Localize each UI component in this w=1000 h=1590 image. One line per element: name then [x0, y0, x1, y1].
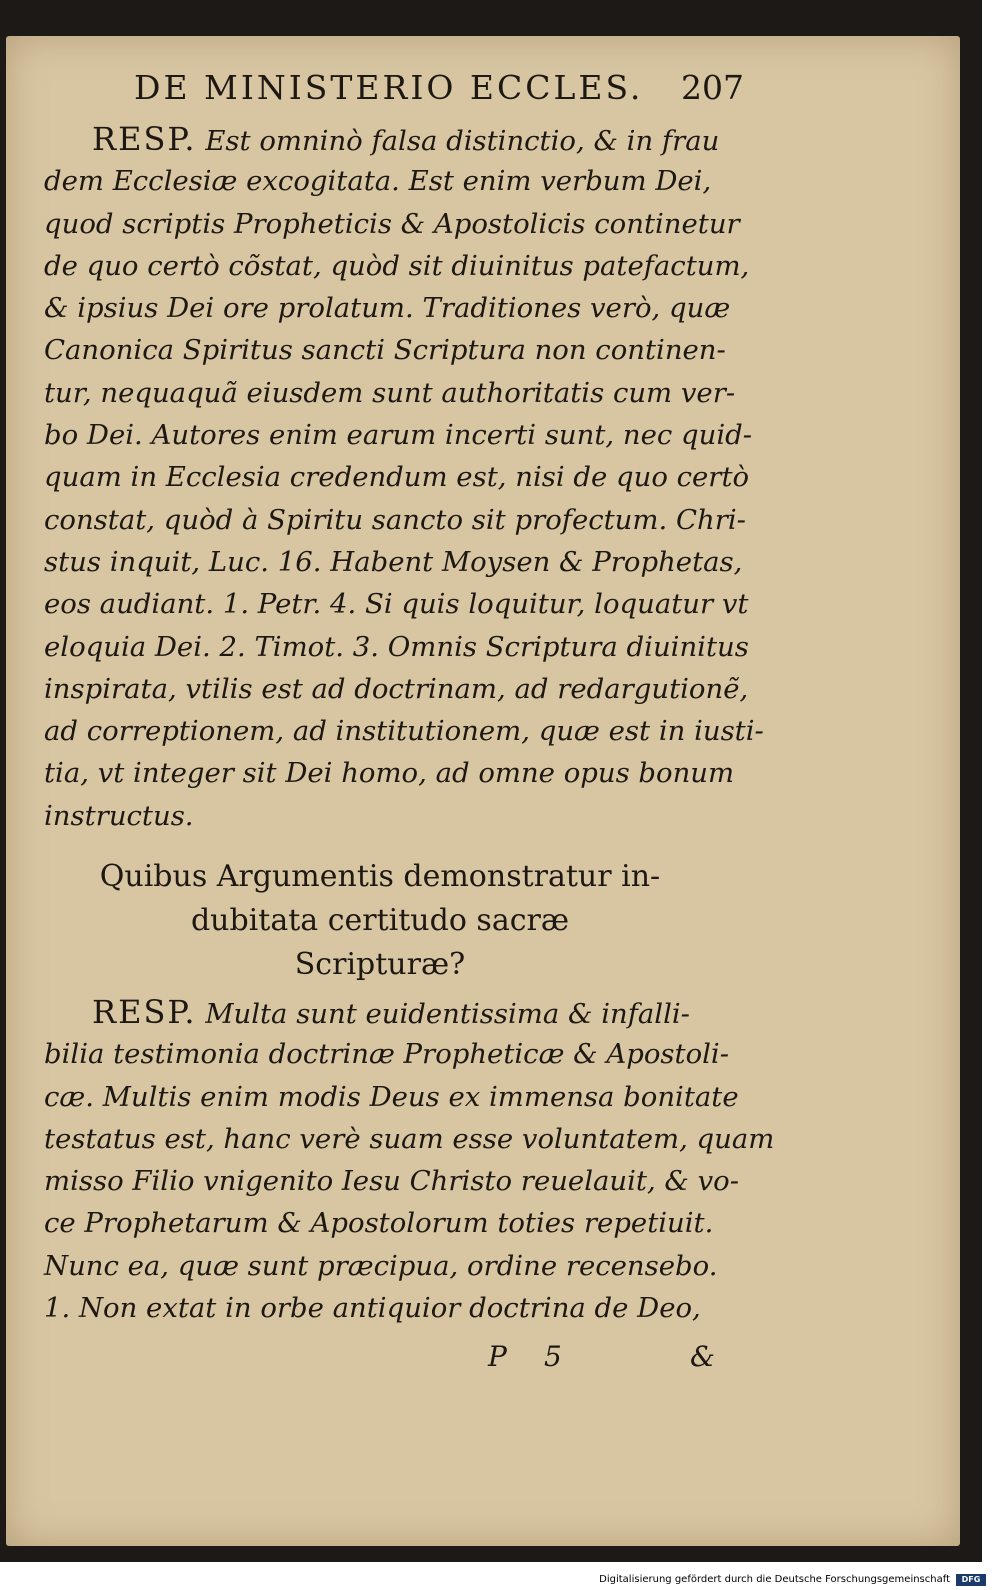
text-line: ce Prophetarum & Apostolorum toties repetiuit.: [44, 1207, 714, 1240]
heading-line: dubitata certitudo sacræ: [190, 903, 570, 938]
section-heading: [60, 855, 700, 987]
text-line: misso Filio vnigenito Iesu Christo reuelauit, & vo-: [44, 1165, 740, 1198]
text-line: quod scriptis Propheticis & Apostolicis continetur: [44, 207, 740, 240]
text-line: constat, quòd à Spiritu sancto sit profectum. Chri-: [44, 503, 746, 536]
text-line: testatus est, hanc verè suam esse voluntatem, quam: [44, 1122, 775, 1155]
dfg-logo: DFG: [956, 1574, 986, 1586]
text-line: Nunc ea, quæ sunt præcipua, ordine recensebo.: [44, 1249, 718, 1282]
text-line: stus inquit, Luc. 16. Habent Moysen & Prophetas,: [44, 545, 743, 578]
text-line: RESP. Multa sunt euidentissima & infalli-: [92, 993, 690, 1031]
text-line: eos audiant. 1. Petr. 4. Si quis loquitur, loquatur vt: [44, 588, 749, 621]
text-line: Canonica Spiritus sancti Scriptura non continen-: [44, 334, 726, 367]
running-header: [134, 68, 744, 107]
funding-credit: Digitalisierung gefördert durch die Deutsche Forschungsgemeinschaft: [599, 1574, 950, 1585]
resp-label: RESP.: [92, 993, 197, 1031]
page-number: 207: [681, 68, 744, 107]
signature-number: 5: [544, 1340, 562, 1373]
catchword: &: [690, 1340, 715, 1373]
text-line: quam in Ecclesia credendum est, nisi de quo certò: [44, 461, 750, 494]
text-line: tia, vt integer sit Dei homo, ad omne opus bonum: [44, 757, 735, 790]
text-line: de quo certò cõstat, quòd sit diuinitus patefactum,: [44, 249, 750, 282]
text-line: instructus.: [44, 799, 194, 832]
heading-line: Scripturæ?: [294, 947, 466, 982]
text-line: RESP. Est omninò falsa distinctio, & in frau: [92, 120, 720, 158]
text-line: & ipsius Dei ore prolatum. Traditiones verò, quæ: [44, 292, 731, 325]
running-title: DE MINISTERIO ECCLES.: [134, 68, 644, 107]
resp-label: RESP.: [92, 120, 197, 158]
text-line: inspirata, vtilis est ad doctrinam, ad redargutionẽ,: [44, 672, 749, 705]
text-line: ad correptionem, ad institutionem, quæ est in iusti-: [44, 715, 764, 748]
digitization-footer: [0, 1574, 1000, 1590]
text-line: bilia testimonia doctrinæ Propheticæ & Apostoli-: [44, 1038, 730, 1071]
text-line: tur, nequaquã eiusdem sunt authoritatis cum ver-: [44, 376, 736, 409]
text-line: cæ. Multis enim modis Deus ex immensa bonitate: [44, 1080, 739, 1113]
answer-block-2: [44, 991, 775, 1329]
text-line: dem Ecclesiæ excogitata. Est enim verbum Dei,: [44, 165, 712, 198]
text-line: eloquia Dei. 2. Timot. 3. Omnis Scriptura diuinitus: [44, 630, 749, 663]
signature-mark: P: [488, 1340, 507, 1373]
answer-block-1: [44, 118, 764, 837]
heading-line: Quibus Argumentis demonstratur in-: [99, 859, 661, 894]
text-line: 1. Non extat in orbe antiquior doctrina de Deo,: [44, 1292, 701, 1325]
text-line: bo Dei. Autores enim earum incerti sunt, nec quid-: [44, 419, 753, 452]
